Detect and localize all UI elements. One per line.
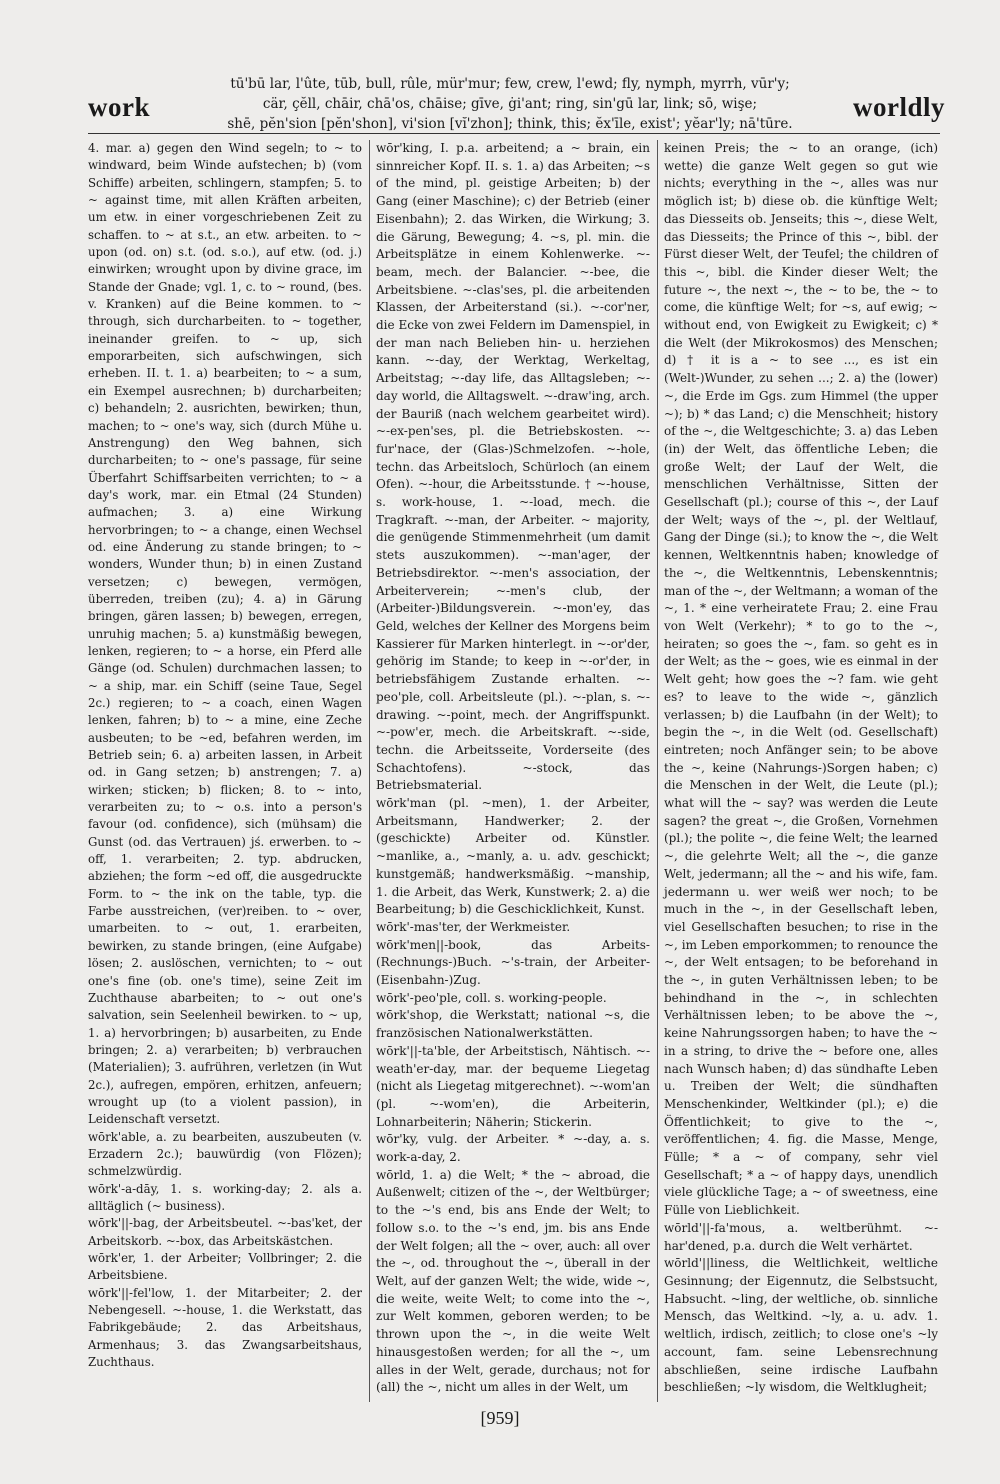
pronunciation-key-line: cär, çĕll, chāir, chā'os, chāise; gīve, ġi'ant; ring, sin'gū lar, link; sō, wişe;: [262, 96, 758, 112]
entry-text: wōrk'man (pl. ~men), 1. der Arbeiter, Arbeitsmann, Handwerker; 2. der (geschickte) Arbeiter od. Künstler. ~manlike, a., ~manly, a. u. adv. geschickt; kunstgemäß; handwerksmäßig. ~manship, 1. die Arbeit, das Werk, Kunstwerk; 2. a) die Bearbeitung; b) die Geschicklichkeit, Kunst.: [376, 796, 650, 917]
entry-text: 4. mar. a) gegen den Wind segeln; to ~ to windward, beim Winde aufstechen; b) (vom Schiffe) arbeiten, schlingern, stampfen; 5. to ~ against time, mit allen Kräften arbeiten, um etw. in einer vorgeschriebenen Zeit zu schaffen. to ~ at s.t., an etw. arbeiten. to ~ upon (od. on) s.t. (od. s.o.), auf etw. (od. j.) einwirken; wrought upon by divine grace, im Stande der Gnade; vgl. 1, c. to ~ round, (bes. v. Kranken) auf die Beine kommen. to ~ through, sich durcharbeiten. to ~ together, ineinander greifen. to ~ up, sich emporarbeiten, sich aufschwingen, sich erheben. II. t. 1. a) bearbeiten; to ~ a sum, ein Exempel ausrechnen; b) durcharbeiten; c) behandeln; 2. ausrichten, bewirken; thun, machen; to ~ one's way, sich (durch Mühe u. Anstrengung) den Weg bahnen, sich durcharbeiten; to ~ one's passage, für seine Überfahrt Schiffsarbeiten verrichten; to ~ a day's work, mar. ein Etmal (24 Stunden) aufmachen; 3. a) eine Wirkung hervorbringen; to ~ a change, einen Wechsel od. eine Änderung zu stande bringen; to ~ wonders, Wunder thun; b) in einen Zustand versetzen; c) bewegen, vermögen, überreden, treiben (zu); 4. a) in Gärung bringen, gären lassen; b) bewegen, erregen, unruhig machen; 5. a) kunstmäßig bewegen, lenken, regieren; to ~ a horse, ein Pferd alle Gänge (od. Schulen) durchmachen lassen; to ~ a ship, mar. ein Schiff (seine Taue, Segel 2c.) regieren; to ~ a coach, einen Wagen lenken, fahren; b) to ~ a mine, eine Zeche ausbeuten; to be ~ed, befahren werden, im Betrieb sein; 6. a) arbeiten lassen, in Arbeit od. in Gang setzen; b) anstrengen; 7. a) wirken; sticken; b) flicken; 8. to ~ into, verarbeiten zu; to ~ o.s. into a person's favour (od. confidence), sich (mühsam) die Gunst (od. das Vertrauen) jś. erwerben. to ~ off, 1. verarbeiten; 2. typ. abdrucken, abziehen; the form ~ed off, die ausgedruckte Form. to ~ the ink on the table, typ. die Farbe ausstreichen, (ver)reiben. to ~ over, umarbeiten. to ~ out, 1. erarbeiten, bewirken, zu stande bringen, (eine Aufgabe) lösen; 2. auslöschen, vernichten; to ~ out one's fine (ob. one's time), seine Zeit im Zuchthause abarbeiten; to ~ out one's salvation, sein Seelenheil bewirken. to ~ up, 1. a) hervorbringen; b) ausarbeiten, zu Ende bringen; 2. a) verarbeiten; b) verbrauchen (Materialien); 3. aufrühren, verletzen (in Wut 2c.), aufregen, empören, erhitzen, anfeuern; wrought up (to a violent passion), in Leidenschaft versetzt.: [88, 141, 362, 1127]
entry-text: wōrld'||-fa'mous, a. weltberühmt. ~-har'dened, p.a. durch die Welt verhärtet.: [664, 1220, 938, 1253]
guide-word-right: worldly: [853, 92, 946, 122]
entry-text: wōrk'able, a. zu bearbeiten, auszubeuten (v. Erzadern 2c.); bauwürdig (von Flözen); schmelzwürdig.: [88, 1129, 362, 1179]
entry-text: wōrld'||liness, die Weltlichkeit, weltliche Gesinnung; der Eigennutz, die Selbstsucht, Habsucht. ~ling, der weltliche, ob. sinnliche Mensch, das Weltkind. ~ly, a. u. adv. 1. weltlich, irdisch, zeitlich; to close one's ~ly account, fam. seine Lebensrechnung abschließen, seine irdische Laufbahn beschließen; ~ly wisdom, die Weltklugheit;: [664, 1256, 938, 1395]
entry-text: wōrk'-peo'ple, coll. s. working-people.: [376, 990, 607, 1005]
pronunciation-key: [190, 74, 830, 134]
entry-text: wōrk'-a-dāy, 1. s. working-day; 2. als a. alltäglich (~ business).: [88, 1181, 362, 1213]
entry-text: wōr'king, I. p.a. arbeitend; a ~ brain, ein sinnreicher Kopf. II. s. 1. a) das Arbeiten; ~s of the mind, pl. geistige Arbeiten; b) der Gang (einer Maschine); c) der Betrieb (einer Eisenbahn); 2. das Wirken, die Wirkung; 3. die Gärung, Bewegung; 4. ~s, pl. min. die Arbeitsplätze in einem Kohlenwerke. ~-beam, mech. der Balancier. ~-bee, die Arbeitsbiene. ~-clas'ses, pl. die arbeitenden Klassen, der Arbeiterstand (si.). ~-cor'ner, die Ecke von zwei Feldern im Damenspiel, in der man nach Belieben hin- u. herziehen kann. ~-day, der Werktag, Werkeltag, Arbeitstag; ~-day life, das Alltagsleben; ~-day world, die Alltagswelt. ~-draw'ing, arch. der Bauriß (nach welchem gearbeitet wird). ~-ex-pen'ses, pl. die Betriebskosten. ~-fur'nace, der (Glas-)Schmelzofen. ~-hole, techn. das Arbeitsloch, Schürloch (an einem Ofen). ~-hour, die Arbeitsstunde. † ~-house, s. work-house, 1. ~-load, mech. die Tragkraft. ~-man, der Arbeiter. ~ majority, die genügende Stimmenmehrheit (um damit stets auszukommen). ~-man'ager, der Betriebsdirektor. ~-men's association, der Arbeiterverein; ~-men's club, der (Arbeiter-)Bildungsverein. ~-mon'ey, das Geld, welches der Kellner des Morgens beim Kassierer für Marken hinterlegt. in ~-or'der, gehörig im Stande; to keep in ~-or'der, in betriebsfähigem Zustande erhalten. ~-peo'ple, coll. Arbeitsleute (pl.). ~-plan, s. ~-drawing. ~-point, mech. der Angriffspunkt. ~-pow'er, mech. die Arbeitskraft. ~-side, techn. die Arbeitsseite, Vorderseite (des Schachtofens). ~-stock, das Betriebsmaterial.: [376, 141, 650, 793]
entry-text: wōrk'-mas'ter, der Werkmeister.: [376, 919, 571, 934]
pronunciation-key-line: shē, pĕn'sion [pĕn'shon], vi'sion [vĭ'zhon]; think, this; ĕx'īle, exist'; yĕar'ly; nā'tūre.: [227, 116, 793, 132]
header-rule: [88, 133, 940, 134]
pronunciation-key-line: tū'bū lar, l'ûte, tūb, bull, rûle, mür'mur; few, crew, l'ewd; fly, nymph, myrrh, vūr'y;: [230, 76, 790, 92]
entry-text: wōrld, 1. a) die Welt; * the ~ abroad, die Außenwelt; citizen of the ~, der Weltbürger; to the ~'s end, bis ans Ende der Welt; to follow s.o. to the ~'s end, jm. bis ans Ende der Welt folgen; all the ~ over, auch: all over the ~, od. throughout the ~, überall in der Welt, auf der ganzen Welt; the wide, wide ~, die weite, weite Welt; to come into the ~, zur Welt kommen, geboren werden; to be thrown upon the ~, in die weite Welt hinausgestoßen werden; for all the ~, um alles in der Welt, gerade, durchaus; not for (all) the ~, nicht um alles in der Welt, um: [376, 1167, 650, 1395]
entry-text: wōrk'||-bag, der Arbeitsbeutel. ~-bas'ket, der Arbeitskorb. ~-box, das Arbeitskästchen.: [88, 1216, 362, 1248]
entry-text: wōr'ky, vulg. der Arbeiter. * ~-day, a. s. work-a-day, 2.: [376, 1132, 650, 1165]
entry-text: wōrk'||-fel'low, 1. der Mitarbeiter; 2. der Nebengesell. ~-house, 1. die Werkstatt, das Fabrikgebäude; 2. das Arbeitshaus, Armenhaus; 3. das Zwangsarbeitshaus, Zuchthaus.: [88, 1285, 362, 1370]
column-divider: [657, 140, 658, 1402]
entry-text: wōrk'shop, die Werkstatt; national ~s, die französischen Nationalwerkstätten.: [376, 1008, 650, 1041]
column-divider: [369, 140, 370, 1402]
entry-text: wōrk'||-ta'ble, der Arbeitstisch, Nähtisch. ~-weath'er-day, mar. der bequeme Liegetag (nicht als Liegetag mitgerechnet). ~-wom'an (pl. ~-wom'en), die Arbeiterin, Lohnarbeiterin; Näherin; Stickerin.: [376, 1043, 650, 1129]
page-number: [959]: [480, 1408, 520, 1428]
entry-text: keinen Preis; the ~ to an orange, (ich) wette) die ganze Welt gegen so gut wie nichts; everything in the ~, alles was nur möglich ist; b) diese ob. die künftige Welt; das Diesseits ob. Jenseits; this ~, diese Welt, das Diesseits; the Prince of this ~, bibl. der Fürst dieser Welt, der Teufel; the children of this ~, bibl. die Kinder dieser Welt; the future ~, the next ~, the ~ to be, the ~ to come, die künftige Welt; for ~s, auf ewig; ~ without end, von Ewigkeit zu Ewigkeit; c) * die Welt (der Mikrokosmos) des Menschen; d) † it is a ~ to see ..., es ist ein (Welt-)Wunder, zu sehen ...; 2. a) the (lower) ~, die Erde im Ggs. zum Himmel (the upper ~); b) * das Land; c) die Menschheit; history of the ~, die Weltgeschichte; 3. a) das Leben (in) der Welt, das öffentliche Leben; die große Welt; der Lauf der Welt, die menschlichen Verhältnisse, Sitten der Gesellschaft (pl.); course of this ~, der Lauf der Welt; ways of the ~, pl. der Weltlauf, Gang der Dinge (si.); to know the ~, die Welt kennen, Weltkenntnis haben; knowledge of the ~, die Weltkenntnis, Lebenskenntnis; man of the ~, der Weltmann; a woman of the ~, 1. * eine verheiratete Frau; 2. eine Frau von Welt (Verkehr); * to go to the ~, heiraten; so goes the ~, fam. so geht es in der Welt; as the ~ goes, wie es einmal in der Welt geht; how goes the ~? fam. wie geht es? to leave to the wide ~, gänzlich verlassen; b) die Laufbahn (in der Welt); to begin the ~, in die Welt (od. Gesellschaft) eintreten; noch Anfänger sein; to be above the ~, keine (Nahrungs-)Sorgen haben; c) die Menschen in der Welt, die Leute (pl.); what will the ~ say? was werden die Leute sagen? the great ~, die Großen, Vornehmen (pl.); the polite ~, die feine Welt; the learned ~, die gelehrte Welt; all the ~, die ganze Welt, jedermann; all the ~ and his wife, fam. jedermann u. wer weiß wer noch; to be much in the ~, in der Gesellschaft leben, viel Gesellschaften besuchen; to rise in the ~, im Leben emporkommen; to renounce the ~, der Welt entsagen; to be beforehand in the ~, in guten Verhältnissen leben; to be behindhand in the ~, in schlechten Verhältnissen leben; to be above the ~, keine Nahrungssorgen haben; to have the ~ in a string, to drive the ~ before one, alles nach Wunsch haben; d) das sündhafte Leben u. Treiben der Welt; die sündhaften Menschenkinder, Weltkinder (pl.); e) die Öffentlichkeit; to give to the ~, veröffentlichen; 4. fig. die Masse, Menge, Fülle; * a ~ of company, sehr viel Gesellschaft; * a ~ of happy days, unendlich viele glückliche Tage; a ~ of sweetness, eine Fülle von Lieblichkeit.: [664, 141, 938, 1218]
entry-text: wōrk'men||-book, das Arbeits-(Rechnungs-)Buch. ~'s-train, der Arbeiter-(Eisenbahn-)Zug.: [376, 937, 650, 988]
column-left: [88, 140, 362, 1371]
column-right: [664, 140, 938, 1397]
entry-text: wōrk'er, 1. der Arbeiter; Vollbringer; 2. die Arbeitsbiene.: [88, 1251, 362, 1283]
guide-word-left: work: [88, 92, 150, 122]
column-middle: [376, 140, 650, 1397]
